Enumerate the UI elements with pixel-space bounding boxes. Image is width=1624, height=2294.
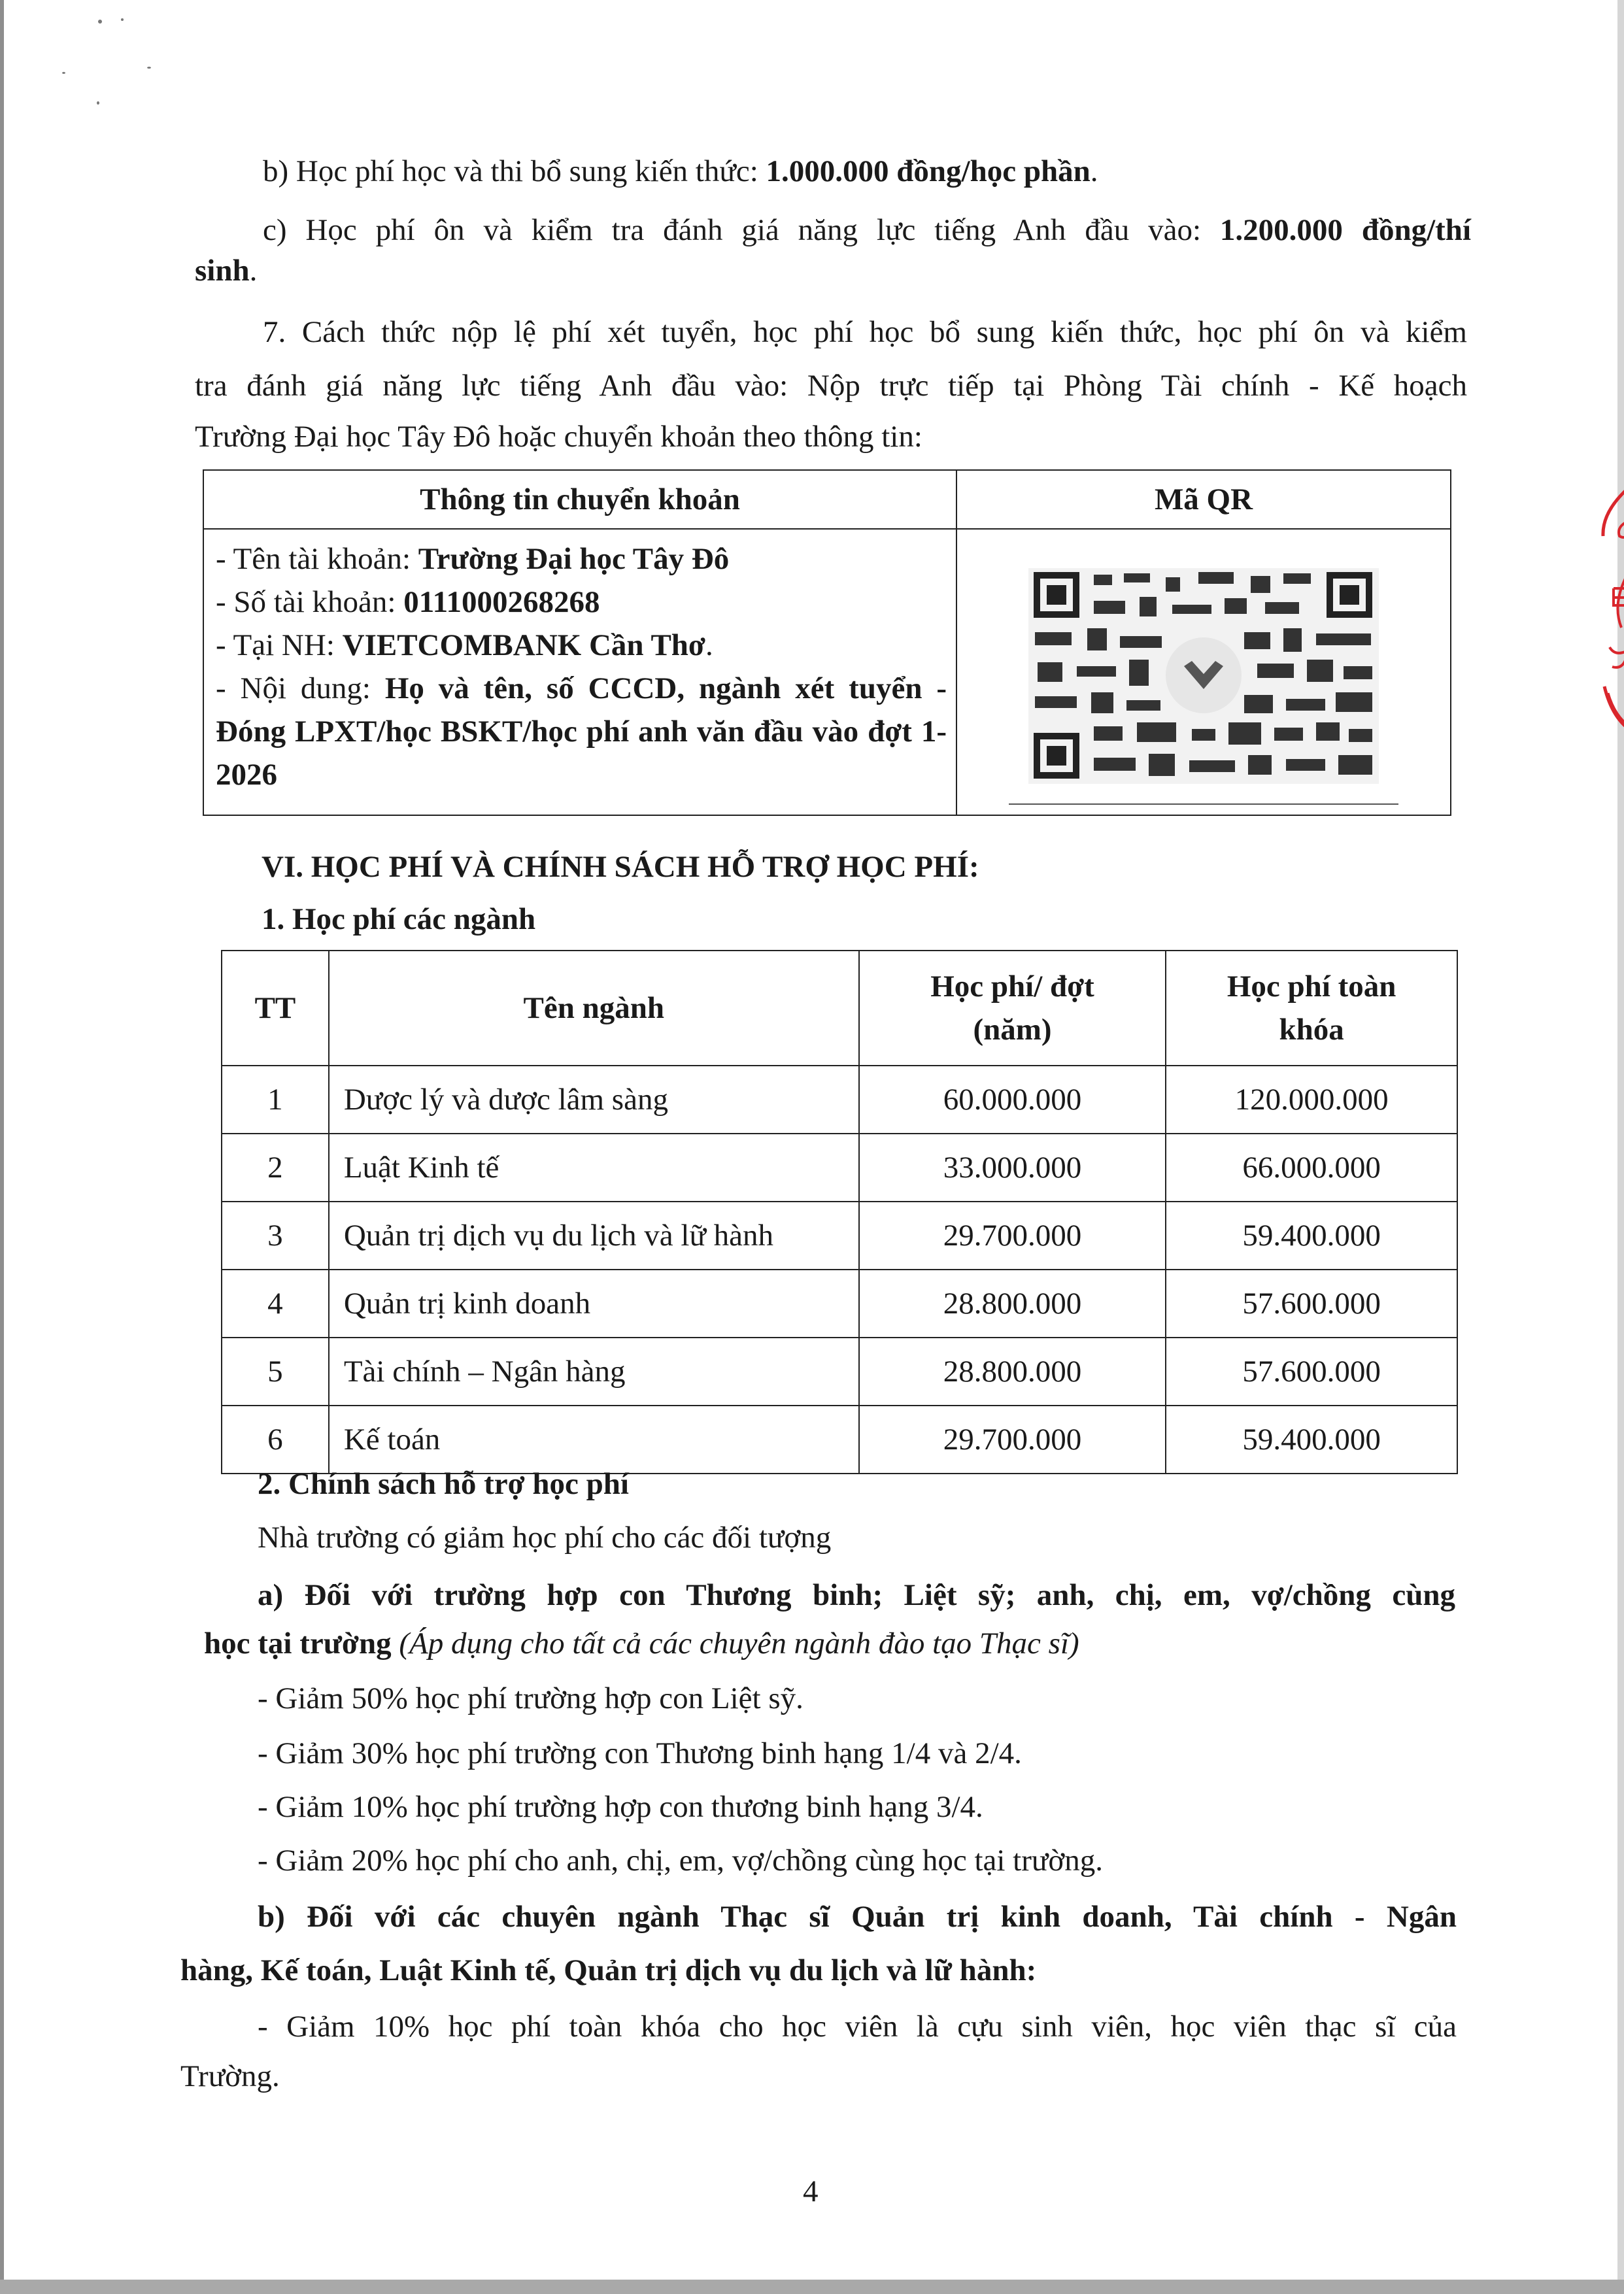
support-policy-a-item: - Giảm 10% học phí trường hợp con thương binh hạng 3/4.: [258, 1790, 983, 1824]
bank-info-header: Thông tin chuyển khoản: [203, 470, 956, 529]
header-tt: TT: [222, 951, 329, 1066]
transfer-content-row: - Nội dung: Họ và tên, số CCCD, ngành xét tuyển - Đóng LPXT/học BSKT/học phí anh văn đầu vào đợt 1-2026: [216, 671, 947, 792]
qr-cell: [956, 529, 1451, 815]
header-fee-total: Học phí toàn khóa: [1166, 951, 1457, 1066]
cell-fee-per-term: 33.000.000: [859, 1134, 1166, 1202]
cell-fee-per-term: 28.800.000: [859, 1338, 1166, 1406]
qr-code-icon: [1009, 555, 1398, 797]
bank-info-cell: [203, 529, 956, 815]
account-number-row: - Số tài khoản: 0111000268268: [216, 585, 600, 619]
header-fee-per-term: Học phí/ đợt (năm): [859, 951, 1166, 1066]
cell-fee-per-term: 60.000.000: [859, 1066, 1166, 1134]
support-policy-intro: Nhà trường có giảm học phí cho các đối tượng: [258, 1521, 832, 1555]
cell-fee-per-term: 28.800.000: [859, 1270, 1166, 1338]
cell-tt: 2: [222, 1134, 329, 1202]
bank-name-row: - Tại NH: VIETCOMBANK Cần Thơ.: [216, 628, 713, 662]
cell-program-name: Quản trị kinh doanh: [329, 1270, 859, 1338]
table-row: [222, 1338, 1457, 1406]
bank-name: VIETCOMBANK Cần Thơ: [342, 628, 705, 662]
qr-header: Mã QR: [956, 470, 1451, 529]
cell-fee-total: 120.000.000: [1166, 1066, 1457, 1134]
support-policy-title: 2. Chính sách hỗ trợ học phí: [258, 1467, 629, 1501]
support-policy-b-item-line1: - Giảm 10% học phí toàn khóa cho học viên là cựu sinh viên, học viên thạc sĩ của: [258, 2010, 1457, 2044]
payment-method-line3: Trường Đại học Tây Đô hoặc chuyển khoản theo thông tin:: [195, 420, 922, 454]
page-number: 4: [803, 2174, 819, 2208]
cell-fee-total: 66.000.000: [1166, 1134, 1457, 1202]
cell-fee-total: 59.400.000: [1166, 1406, 1457, 1474]
table-row: [222, 1134, 1457, 1202]
fee-item-c-continuation: sinh.: [195, 254, 258, 288]
support-policy-a-item: - Giảm 50% học phí trường hợp con Liệt sỹ.: [258, 1681, 804, 1715]
support-policy-a-item: - Giảm 30% học phí trường con Thương binh hạng 1/4 và 2/4.: [258, 1736, 1022, 1770]
bank-transfer-table: [203, 469, 1451, 816]
cell-fee-per-term: 29.700.000: [859, 1406, 1166, 1474]
bank-table-header: [203, 470, 1451, 529]
cell-tt: 6: [222, 1406, 329, 1474]
table-row: [222, 1270, 1457, 1338]
cell-program-name: Dược lý và dược lâm sàng: [329, 1066, 859, 1134]
cell-tt: 3: [222, 1202, 329, 1270]
fee-item-b: b) Học phí học và thi bổ sung kiến thức: 1.000.000 đồng/học phần.: [263, 154, 1098, 188]
support-policy-a-line2: học tại trường (Áp dụng cho tất cả các chuyên ngành đào tạo Thạc sĩ): [204, 1627, 1079, 1661]
cell-program-name: Tài chính – Ngân hàng: [329, 1338, 859, 1406]
payment-method-line2: tra đánh giá năng lực tiếng Anh đầu vào: Nộp trực tiếp tại Phòng Tài chính - Kế hoạch: [195, 369, 1467, 403]
bank-table-body: [203, 529, 1451, 815]
support-policy-a-item: - Giảm 20% học phí cho anh, chị, em, vợ/chồng cùng học tại trường.: [258, 1844, 1103, 1878]
section-vi-sub1: 1. Học phí các ngành: [262, 902, 536, 936]
support-policy-b-line1: b) Đối với các chuyên ngành Thạc sĩ Quản trị kinh doanh, Tài chính - Ngân: [258, 1900, 1457, 1934]
support-policy-a-line1: a) Đối với trường hợp con Thương binh; Liệt sỹ; anh, chị, em, vợ/chồng cùng: [258, 1578, 1455, 1612]
fees-table-header: [222, 951, 1457, 1066]
cell-tt: 4: [222, 1270, 329, 1338]
table-row: [222, 1202, 1457, 1270]
cell-program-name: Luật Kinh tế: [329, 1134, 859, 1202]
fee-item-c: c) Học phí ôn và kiểm tra đánh giá năng lực tiếng Anh đầu vào: 1.200.000 đồng/thí: [263, 213, 1472, 247]
table-row: [222, 1066, 1457, 1134]
cell-fee-total: 57.600.000: [1166, 1338, 1457, 1406]
cell-fee-total: 57.600.000: [1166, 1270, 1457, 1338]
cell-program-name: Quản trị dịch vụ du lịch và lữ hành: [329, 1202, 859, 1270]
tuition-fees-table: [221, 950, 1458, 1474]
cell-tt: 1: [222, 1066, 329, 1134]
cell-program-name: Kế toán: [329, 1406, 859, 1474]
qr-code: [1009, 555, 1398, 805]
section-vi-title: VI. HỌC PHÍ VÀ CHÍNH SÁCH HỖ TRỢ HỌC PHÍ:: [262, 850, 979, 884]
cell-fee-total: 59.400.000: [1166, 1202, 1457, 1270]
support-policy-b-item-line2: Trường.: [180, 2059, 280, 2093]
account-number: 0111000268268: [403, 585, 600, 619]
payment-method-line1: 7. Cách thức nộp lệ phí xét tuyển, học phí học bổ sung kiến thức, học phí ôn và kiểm: [263, 315, 1467, 349]
cell-fee-per-term: 29.700.000: [859, 1202, 1166, 1270]
cell-tt: 5: [222, 1338, 329, 1406]
account-name-row: - Tên tài khoản: Trường Đại học Tây Đô: [216, 542, 730, 576]
support-policy-b-line2: hàng, Kế toán, Luật Kinh tế, Quản trị dịch vụ du lịch và lữ hành:: [180, 1953, 1037, 1987]
account-name: Trường Đại học Tây Đô: [418, 542, 730, 576]
header-program-name: Tên ngành: [329, 951, 859, 1066]
